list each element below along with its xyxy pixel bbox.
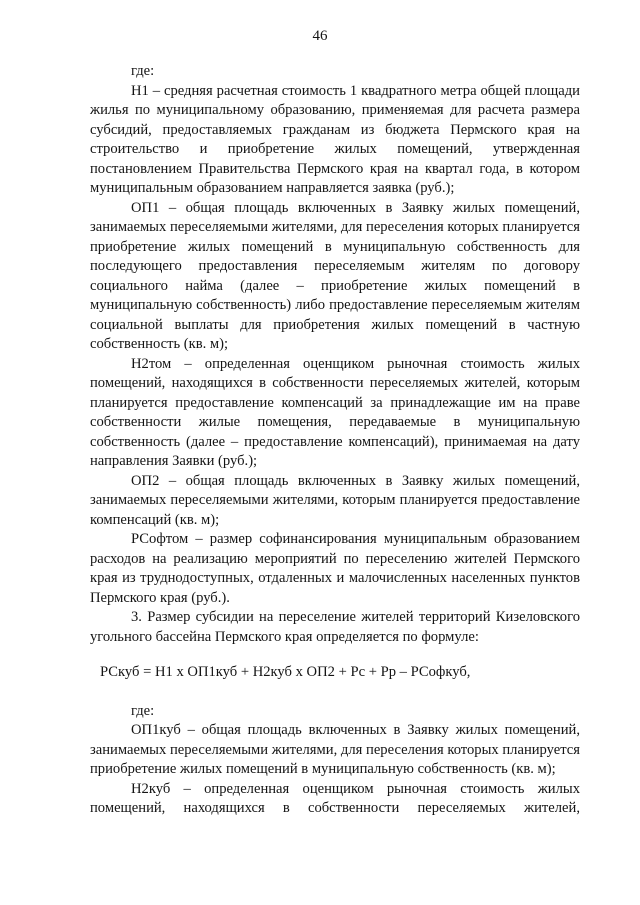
where-label: где:: [131, 63, 155, 79]
definition-op2: ОП2 – общая площадь включенных в Заявку жилых помещений, занимаемых переселяемыми жителями, которым планируется предоставление компенсаций (кв. м);: [90, 472, 580, 528]
clause-3: 3. Размер субсидии на переселение жителей территорий Кизеловского угольного бассейна Пермского края определяется по формуле:: [90, 609, 580, 645]
definition-h1: Н1 – средняя расчетная стоимость 1 квадратного метра общей площади жилья по муниципальному образованию, применяемая для расчета размера субсидий, предоставляемых гражданам из бюджета Пермского края на строительство и приобретение жилых помещений, утвержденная постановлением Правительства Пермского края на квартал года, в котором муниципальным образованием направляется заявка (руб.);: [90, 82, 580, 196]
definition-op1: ОП1 – общая площадь включенных в Заявку жилых помещений, занимаемых переселяемыми жителями, для переселения которых планируется приобретение жилых помещений в муниципальную собственность для последующего предоставления переселяемым жителям по договору социального найма (далее – приобретение жилых помещений в муниципальную собственность) либо предоставление переселяемым жителям социальной выплаты для приобретения жилых помещений в частную собственность (кв. м);: [90, 199, 580, 352]
definition-h2tom: Н2том – определенная оценщиком рыночная стоимость жилых помещений, находящихся в собственности переселяемых жителей, которым планируется предоставление компенсаций за принадлежащие им на праве собственности жилые помещения, передаваемые в муниципальную собственность (далее – предоставление компенсаций), принимаемая на дату направления Заявки (руб.);: [90, 355, 580, 469]
formula: РСкуб = Н1 х ОП1куб + Н2куб х ОП2 + Рс + Рр – РСофкуб,: [100, 664, 471, 680]
definition-op1kub: ОП1куб – общая площадь включенных в Заявку жилых помещений, занимаемых переселяемыми жителями, для переселения которых планируется приобретение жилых помещений в муниципальную собственность (кв. м);: [90, 722, 580, 777]
definition-rsoftom: РСофтом – размер софинансирования муниципальным образованием расходов на реализацию мероприятий по переселению жителей Пермского края из труднодоступных, отдаленных и малочисленных населенных пунктов Пермского края (руб.).: [90, 531, 580, 606]
page-number: 46: [312, 28, 328, 44]
document-body: [90, 62, 580, 819]
where-label-2: где:: [131, 702, 155, 719]
definition-h2kub: Н2куб – определенная оценщиком рыночная стоимость жилых помещений, находящихся в собственности переселяемых жителей,: [90, 780, 580, 816]
